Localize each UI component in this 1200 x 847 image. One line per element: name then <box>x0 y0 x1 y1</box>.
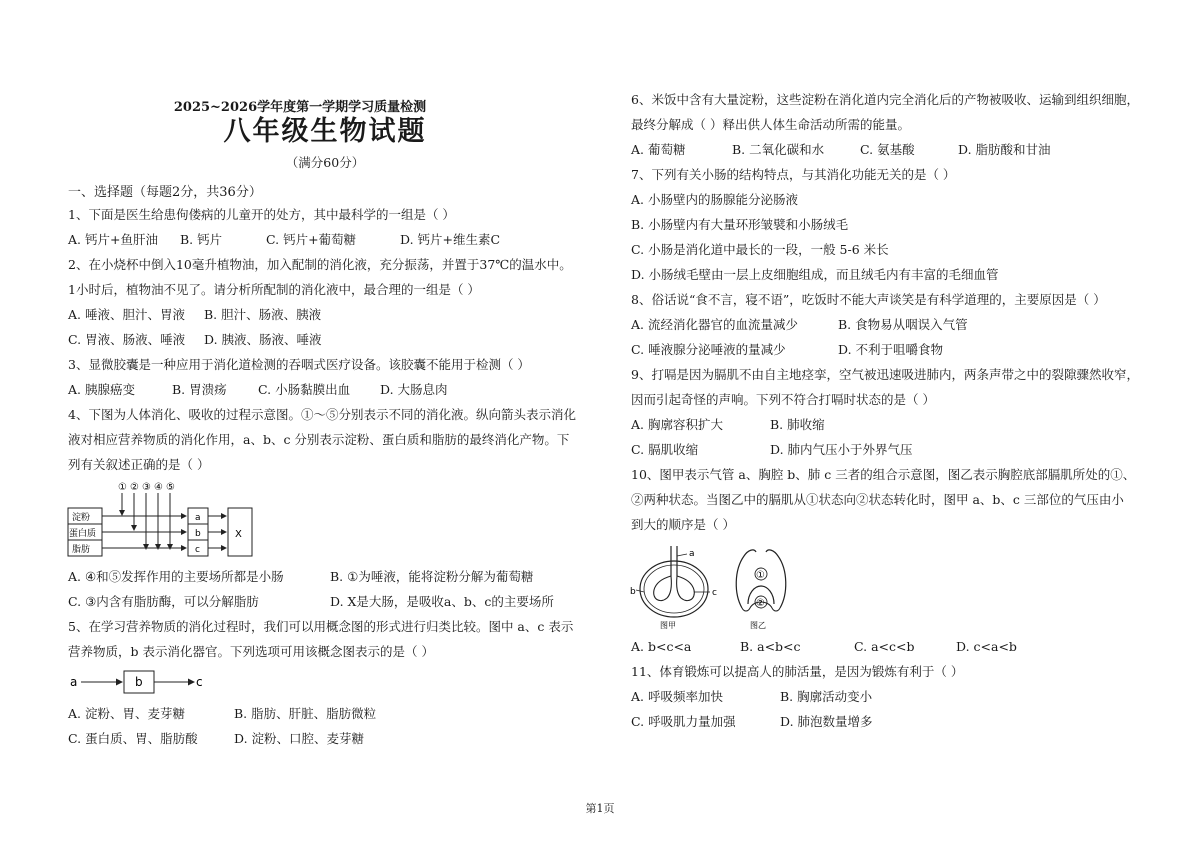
exam-title: 八年级生物试题 <box>223 116 427 147</box>
q5-option-b: B. 脂肪、肝脏、脂肪微粒 <box>234 706 377 721</box>
q7-option-c: C. 小肠是消化道中最长的一段，一般 5-6 米长 <box>631 242 889 257</box>
q2-option-a: A. 唾液、胆汁、胃液 <box>68 307 185 322</box>
q1-stem: 1、下面是医生给患佝偻病的儿童开的处方，其中最科学的一组是（ ） <box>68 207 455 222</box>
q4-stem-line1: 4、下图为人体消化、吸收的过程示意图。①～⑤分别表示不同的消化液。纵向箭头表示消化 <box>68 407 576 422</box>
q4-option-b: B. ①为唾液，能将淀粉分解为葡萄糖 <box>330 569 534 584</box>
q9-stem-line2: 因而引起奇怪的声响。下列不符合打嗝时状态的是（ ） <box>631 392 935 407</box>
q2-stem-line2: 1小时后，植物油不见了。请分析所配制的消化液中，最合理的一组是（ ） <box>68 282 480 297</box>
q11-option-b: B. 胸廓活动变小 <box>780 689 873 704</box>
q1-option-d: D. 钙片+维生素C <box>400 232 501 247</box>
q3-option-d: D. 大肠息肉 <box>380 382 448 397</box>
q4-option-c: C. ③内含有脂肪酶，可以分解脂肪 <box>68 594 259 609</box>
section-heading: 一、选择题（每题2分，共36分） <box>68 185 262 200</box>
q5-stem-line2: 营养物质，b 表示消化器官。下列选项可用该概念图表示的是（ ） <box>68 644 434 659</box>
digestive-juice-label-3: ③ <box>142 482 151 493</box>
q7-option-b: B. 小肠壁内有大量环形皱襞和小肠绒毛 <box>631 217 849 232</box>
left-lung <box>654 576 672 601</box>
q10-stem-line2: ②两种状态。当图乙中的膈肌从①状态向②状态转化时，图甲 a、b、c 三部位的气压由小 <box>631 492 1124 507</box>
q6-option-c: C. 氨基酸 <box>860 142 915 157</box>
exam-score: （满分60分） <box>285 155 365 170</box>
q9-option-c: C. 膈肌收缩 <box>631 442 699 457</box>
q2-option-b: B. 胆汁、肠液、胰液 <box>204 307 322 322</box>
label-state-1: ① <box>756 570 765 581</box>
q1-option-a: A. 钙片+鱼肝油 <box>68 232 158 247</box>
nutrient-label-fat: 脂肪 <box>72 545 91 555</box>
right-lung <box>677 576 695 601</box>
product-label-c: c <box>195 545 200 555</box>
label-b-chest: b <box>630 587 636 597</box>
q3-option-a: A. 胰腺癌变 <box>68 382 135 397</box>
label-c-lung: c <box>712 588 717 598</box>
q2-option-c: C. 胃液、肠液、唾液 <box>68 332 186 347</box>
q5-stem-line1: 5、在学习营养物质的消化过程时，我们可以用概念图的形式进行归类比较。图中 a、c 表示 <box>68 619 574 634</box>
q8-option-c: C. 唾液腺分泌唾液的量减少 <box>631 342 786 357</box>
q9-option-b: B. 肺收缩 <box>770 417 825 432</box>
q8-option-a: A. 流经消化器官的血流量减少 <box>631 317 798 332</box>
q3-stem: 3、显微胶囊是一种应用于消化道检测的吞咽式医疗设备。该胶囊不能用于检测（ ） <box>68 357 530 372</box>
caption-figure-yi: 图乙 <box>750 621 766 630</box>
digestive-juice-label-4: ④ <box>154 482 163 493</box>
q8-stem: 8、俗话说“食不言，寝不语”，吃饭时不能大声谈笑是有科学道理的，主要原因是（ ） <box>631 292 1106 307</box>
breathing-diagram <box>630 542 810 630</box>
organ-label-x: X <box>235 529 242 540</box>
q4-stem-line3: 列有关叙述正确的是（ ） <box>68 457 210 472</box>
q8-option-b: B. 食物易从咽误入气管 <box>838 317 968 332</box>
q10-option-d: D. c<a<b <box>956 639 1017 654</box>
q2-stem-line1: 2、在小烧杯中倒入10毫升植物油，加入配制的消化液，充分振荡，并置于37℃的温水中。 <box>68 257 572 272</box>
q11-option-c: C. 呼吸肌力量加强 <box>631 714 736 729</box>
q6-option-d: D. 脂肪酸和甘油 <box>958 142 1051 157</box>
concept-label-c: c <box>196 675 203 689</box>
q3-option-b: B. 胃溃疡 <box>172 382 227 397</box>
digestive-juice-label-1: ① <box>118 482 127 493</box>
q1-option-b: B. 钙片 <box>180 232 223 247</box>
digestive-juice-label-2: ② <box>130 482 139 493</box>
q8-option-d: D. 不利于咀嚼食物 <box>838 342 944 357</box>
q1-option-c: C. 钙片+葡萄糖 <box>266 232 357 247</box>
q9-option-a: A. 胸廓容积扩大 <box>631 417 723 432</box>
q4-option-a: A. ④和⑤发挥作用的主要场所都是小肠 <box>68 569 284 584</box>
q6-option-a: A. 葡萄糖 <box>631 142 686 157</box>
q7-option-a: A. 小肠壁内的肠腺能分泌肠液 <box>631 192 798 207</box>
q11-option-a: A. 呼吸频率加快 <box>631 689 723 704</box>
q5-option-d: D. 淀粉、口腔、麦芽糖 <box>234 731 365 746</box>
q5-option-a: A. 淀粉、胃、麦芽糖 <box>68 706 185 721</box>
label-state-2: ② <box>756 598 765 609</box>
q2-option-d: D. 胰液、肠液、唾液 <box>204 332 322 347</box>
q6-stem-line2: 最终分解成（ ）释出供人体生命活动所需的能量。 <box>631 117 910 132</box>
concept-label-b: b <box>135 675 143 689</box>
figure-jia-chest-model <box>630 546 717 630</box>
q6-stem-line1: 6、米饭中含有大量淀粉，这些淀粉在消化道内完全消化后的产物被吸收、运输到组织细胞， <box>631 92 1139 107</box>
q6-option-b: B. 二氧化碳和水 <box>732 142 825 157</box>
concept-map-diagram <box>68 666 218 696</box>
q3-option-c: C. 小肠黏膜出血 <box>258 382 351 397</box>
q4-option-d: D. X是大肠，是吸收a、b、c的主要场所 <box>330 594 554 609</box>
q11-option-d: D. 肺泡数量增多 <box>780 714 873 729</box>
nutrient-label-starch: 淀粉 <box>72 513 91 523</box>
q10-stem-line1: 10、图甲表示气管 a、胸腔 b、肺 c 三者的组合示意图，图乙表示胸腔底部膈肌所处的①、 <box>631 467 1136 482</box>
q4-stem-line2: 液对相应营养物质的消化作用，a、b、c 分别表示淀粉、蛋白质和脂肪的最终消化产物。下 <box>68 432 570 447</box>
label-a-trachea: a <box>689 549 695 559</box>
q9-option-d: D. 肺内气压小于外界气压 <box>770 442 913 457</box>
digestive-juice-label-5: ⑤ <box>166 482 175 493</box>
product-label-b: b <box>195 529 201 539</box>
q10-option-c: C. a<c<b <box>854 639 915 654</box>
q11-stem: 11、体育锻炼可以提高人的肺活量，是因为锻炼有利于（ ） <box>631 664 964 679</box>
figure-yi-diaphragm-model <box>736 550 786 630</box>
q10-option-a: A. b<c<a <box>631 639 692 654</box>
nutrient-label-protein: 蛋白质 <box>69 529 97 539</box>
q10-stem-line3: 到大的顺序是（ ） <box>631 517 735 532</box>
caption-figure-jia: 图甲 <box>660 621 676 630</box>
q7-stem: 7、下列有关小肠的结构特点，与其消化功能无关的是（ ） <box>631 167 956 182</box>
q10-option-b: B. a<b<c <box>740 639 801 654</box>
q5-option-c: C. 蛋白质、胃、脂肪酸 <box>68 731 198 746</box>
q7-option-d: D. 小肠绒毛壁由一层上皮细胞组成，而且绒毛内有丰富的毛细血管 <box>631 267 999 282</box>
product-label-a: a <box>195 513 201 523</box>
digestion-process-diagram <box>66 478 266 564</box>
exam-year-line: 2025~2026学年度第一学期学习质量检测 <box>173 100 427 115</box>
page-number: 第1页 <box>585 802 615 815</box>
q9-stem-line1: 9、打嗝是因为膈肌不由自主地痉挛，空气被迅速吸进肺内，两条声带之中的裂隙骤然收窄， <box>631 367 1139 382</box>
concept-label-a: a <box>70 675 78 689</box>
